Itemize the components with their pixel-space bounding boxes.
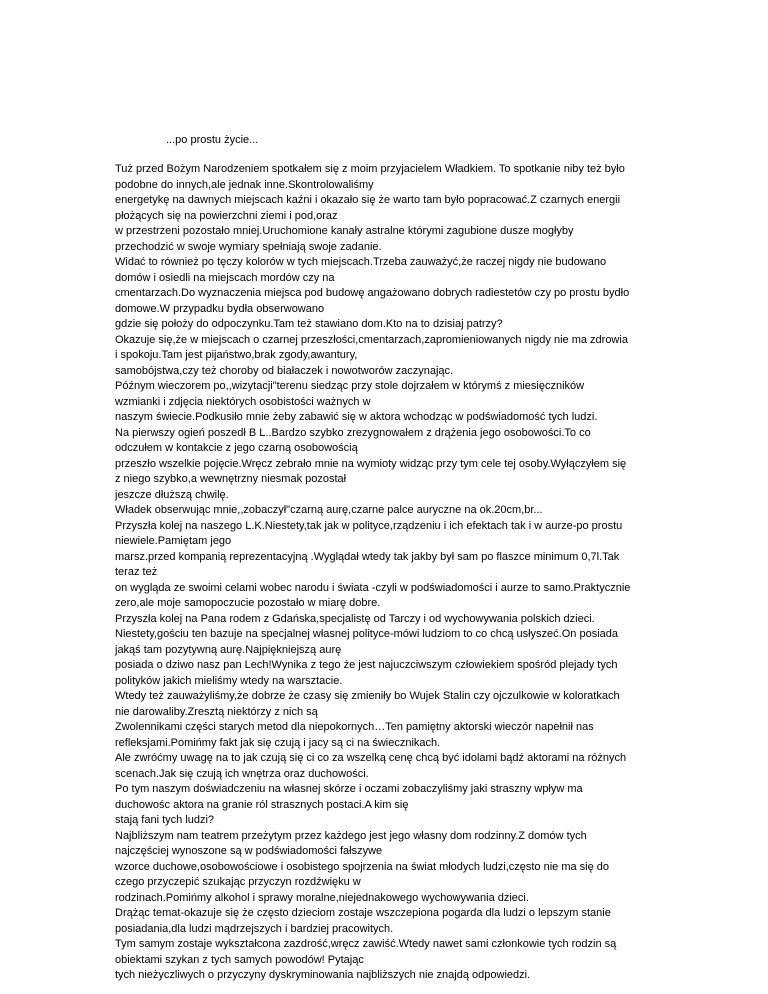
body-text-line: energetykę na dawnych miejscach kaźni i okazało się że warto tam było popracować.Z czarnych energii	[115, 194, 621, 206]
body-text-line: Drążąc temat-okazuje się że często dzieciom zostaje wszczepiona pogarda dla ludzi o lepszym stanie	[115, 907, 611, 919]
body-text-line: jeszcze dłuższą chwilę.	[115, 488, 229, 501]
body-text-line: w przestrzeni pozostało mniej.Uruchomione kanały astralne którymi zagubione dusze mogłyby	[115, 225, 574, 237]
body-text-line: cmentarzach.Do wyznaczenia miejsca pod budowę angażowano dobrych radiestetów czy po prostu bydło	[115, 287, 630, 299]
body-text-line: Tuż przed Bożym Narodzeniem spotkałem się z moim przyjacielem Władkiem. To spotkanie niby też było	[115, 163, 625, 175]
body-text-line: refleksjami.Pomińmy fakt jak się czują i jacy są ci na świecznikach.	[115, 736, 441, 749]
body-text-line: Tym samym zostaje wykształcona zazdrość,wręcz zawiść.Wtedy nawet sami członkowie tych rodzin są	[115, 938, 617, 950]
body-text-line: jakąś tam pozytywną aurę.Najpiękniejszą aurę	[115, 643, 342, 656]
body-text-line: tych nieżyczliwych o przyczyny dyskryminowania najbliższych nie znajdą odpowiedzi.	[115, 969, 531, 981]
body-text-line: domowe.W przypadku bydła obserwowano	[115, 302, 325, 315]
body-text-line: Późnym wieczorem po,,wizytacji"terenu siedząc przy stole dojrzałem w którymś z miesięczników	[115, 380, 585, 392]
document-title: ...po prostu życie...	[166, 134, 259, 146]
body-text-line: naszym świecie.Podkusiło mnie żeby zabawić się w aktora wchodząc w podświadomość tych ludzi.	[115, 411, 598, 423]
body-text-line: przechodzić w swoje wymiary spełniają swoje zadanie.	[115, 240, 382, 253]
body-text-line: Na pierwszy ogień poszedł B L..Bardzo szybko zrezygnowałem z drążenia jego osobowości.To co	[115, 426, 591, 439]
body-text-line: domów i osiedli na miejscach mordów czy na	[115, 271, 335, 284]
body-text-line: niewiele.Pamiętam jego	[115, 535, 232, 547]
body-text-line: wzmianki i zdjęcia niektórych osobistości ważnych w	[115, 395, 371, 408]
body-text-line: nie darowaliby.Zresztą niektórzy z nich są	[115, 705, 318, 718]
body-text-line: Zwolennikami części starych metod dla niepokornych…Ten pamiętny aktorski wieczór napełnił nas	[115, 721, 594, 733]
body-text-line: płożących się na powierzchni ziemi i pod,oraz	[115, 209, 338, 222]
body-text-line: Widać to również po tęczy kolorów w tych miejscach.Trzeba zauważyć,że raczej nigdy nie budowano	[115, 256, 607, 268]
body-text-line: Ale zwróćmy uwagę na to jak czują się ci co za wszelką cenę chcą być idolami bądź aktorami na różnych	[115, 752, 627, 764]
body-text-line: Wtedy też zauważyliśmy,że dobrze że czasy się zmieniły bo Wujek Stalin czy ojczulkowie w koloratkach	[115, 690, 620, 702]
body-text-line: rodzinach.Pomińmy alkohol i sprawy moralne,niejednakowego wychowywania dzieci.	[115, 891, 529, 904]
body-text-line: Przyszła kolej na naszego L.K.Niestety,tak jak w polityce,rządzeniu i ich efektach tak i w aurze-po prostu	[115, 519, 623, 532]
body-text-line: duchowośc aktora na granie ról strasznych postaci.A kim się	[115, 798, 409, 811]
body-text-line: teraz też	[115, 566, 158, 578]
body-text-line: czego przyczepić szukając przyczyn rozdźwięku w	[115, 876, 361, 888]
body-text-line: posiada o dziwo nasz pan Lech!Wynika z tego że jest najuczciwszym człowiekiem spośród plejady tych	[115, 659, 618, 671]
body-text-line: posiadania,dla ludzi mądrzejszych i bardziej pracowitych.	[115, 922, 394, 935]
body-text-line: i spokoju.Tam jest pijaństwo,brak zgody,awantury,	[115, 349, 358, 361]
body-text-line: gdzie się położy do odpoczynku.Tam też stawiano dom.Kto na to dzisiaj patrzy?	[115, 318, 503, 330]
body-text-line: marsz.przed kompanią reprezentacyjną .Wyglądał wtedy tak jakby był sam po flaszce minimum 0,7l.Tak	[115, 550, 620, 563]
body-text-line: zero,ale moje samopoczucie pozostało w miarę dobre.	[115, 597, 381, 609]
body-text-line: Okazuje się,że w miejscach o czarnej przeszłości,cmentarzach,zapromieniowanych nigdy nie ma zdrowia	[115, 333, 628, 346]
body-text-line: najczęściej wynoszone są w podświadomości fałszywe	[115, 845, 383, 857]
body-text-line: wzorce duchowe,osobowościowe i osobistego spojrzenia na świat młodych ludzi,często nie ma się do	[115, 860, 610, 873]
body-text-line: Przyszła kolej na Pana rodem z Gdańska,specjalistę od Tarczy i od wychowywania polskich dzieci.	[115, 612, 595, 625]
body-text-line: stają fani tych ludzi?	[115, 814, 215, 826]
document-body	[115, 162, 685, 984]
body-text-line: z niego szybko,a wewnętrzny niesmak pozostał	[115, 473, 347, 485]
body-text-line: Najbliższym nam teatrem przeżytym przez każdego jest jego własny dom rodzinny.Z domów tych	[115, 829, 587, 842]
body-text-line: Władek obserwując mnie,,zobaczył"czarną aurę,czarne palce auryczne na ok.20cm,br...	[115, 504, 543, 516]
body-text-line: Po tym naszym doświadczeniu na własnej skórze i oczami zobaczyliśmy jaki straszny wpływ ma	[115, 783, 583, 795]
body-text-line: podobne do innych,ale jednak inne.Skontrolowaliśmy	[115, 178, 374, 191]
body-text-line: scenach.Jak się czują ich wnętrza oraz duchowości.	[115, 767, 369, 780]
body-text-line: samobójstwa,czy też choroby od białaczek i nowotworów zaczynając.	[115, 364, 454, 377]
body-text-line: przeszło wszelkie pojęcie.Wręcz zebrało mnie na wymioty widząc przy tym cele tej osoby.Wyłączyłem się	[115, 457, 627, 470]
body-text-line: obiektami szykan z tych samych powodów! Pytając	[115, 953, 364, 966]
body-text-line: Niestety,gościu ten bazuje na specjalnej własnej polityce-mówi ludziom to co chcą usłyszeć.On posiada	[115, 628, 618, 640]
body-text-line: on wygląda ze swoimi celami wobec narodu i świata -czyli w podświadomości i aurze to samo.Praktycznie	[115, 581, 631, 594]
body-text-line: polityków jakich mieliśmy wtedy na warsztacie.	[115, 674, 343, 687]
body-text-line: odczułem w kontakcie z jego czarną osobowością	[115, 442, 358, 454]
